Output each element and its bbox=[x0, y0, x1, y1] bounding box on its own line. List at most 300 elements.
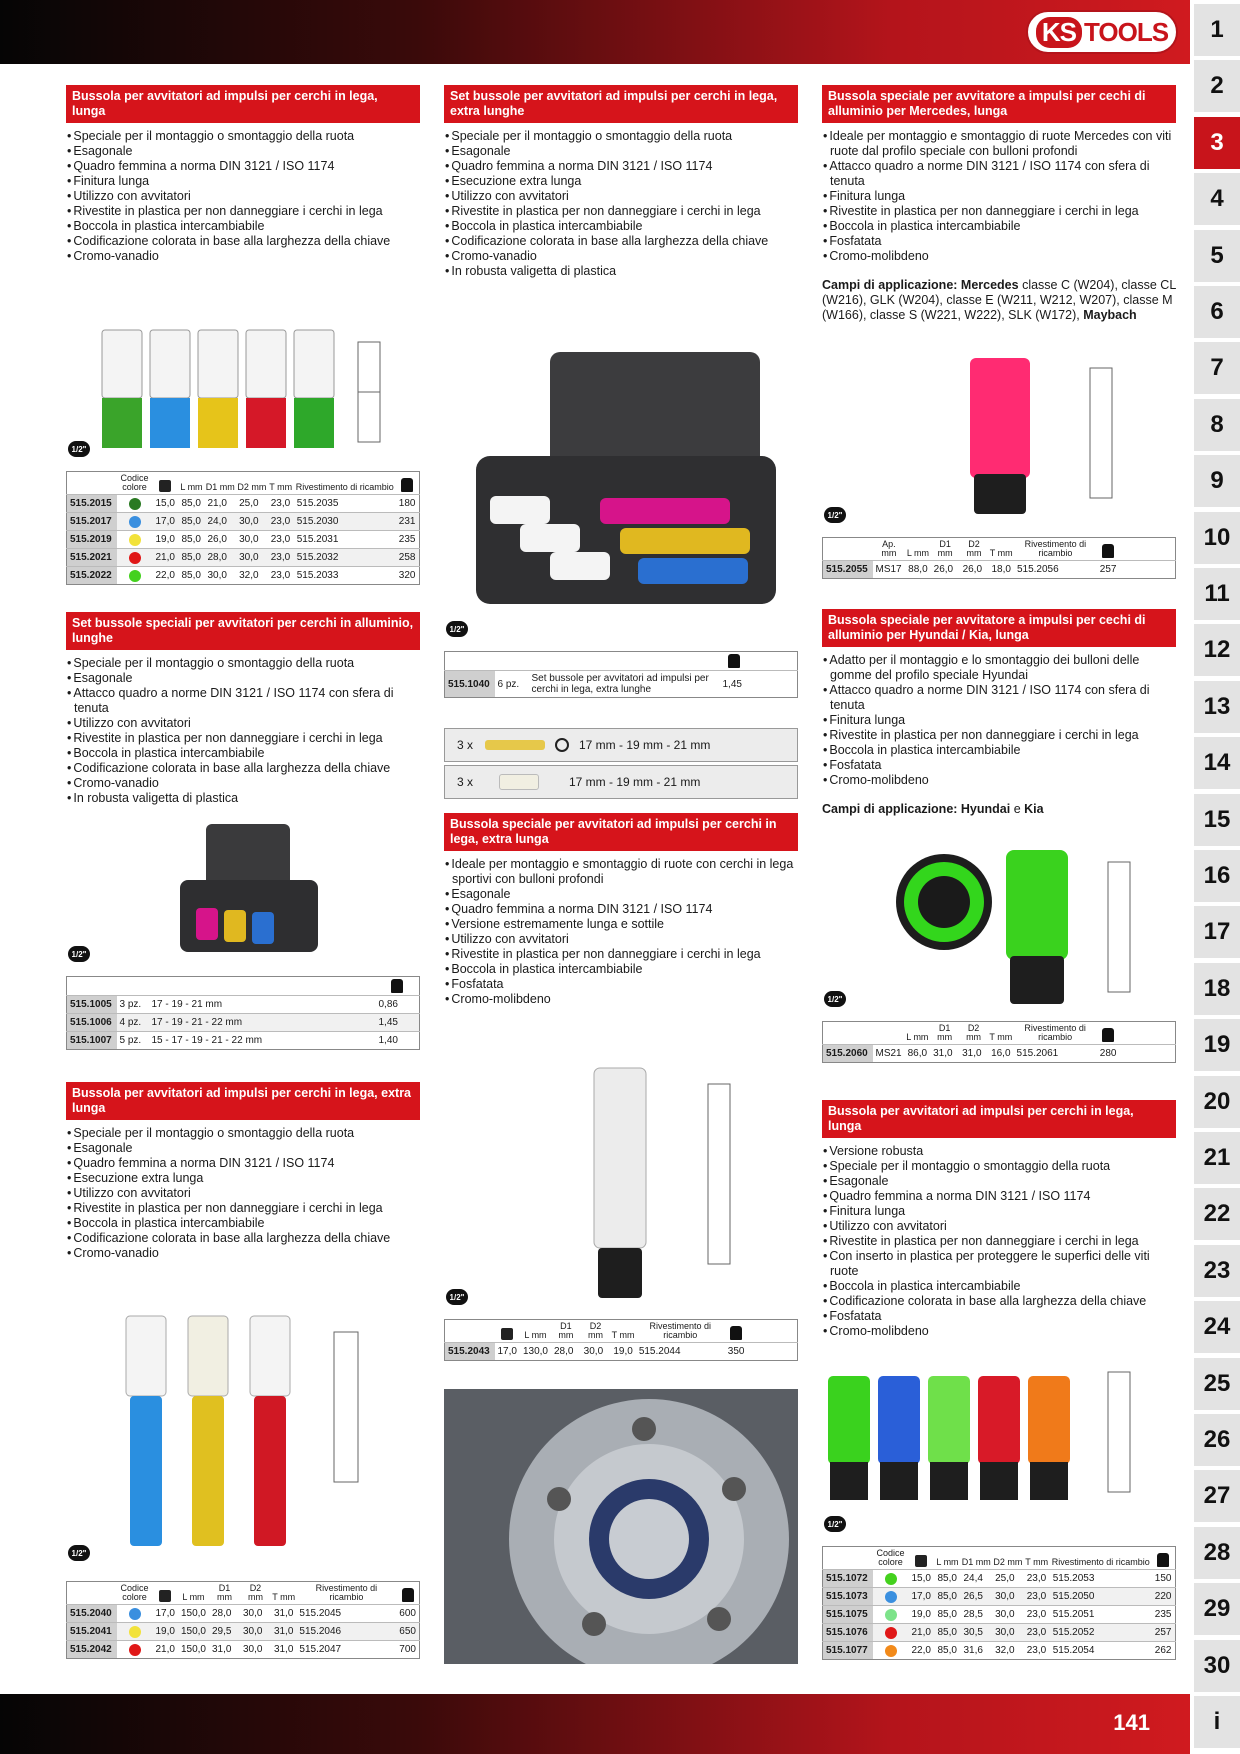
feature-item: • In robusta valigetta di plastica bbox=[66, 791, 420, 806]
col-spare: Rivestimento di ricambio bbox=[1014, 1022, 1097, 1045]
color-code-dot bbox=[129, 570, 141, 582]
cell-l: 85,0 bbox=[934, 1624, 960, 1642]
feature-item: • Fosfatata bbox=[444, 977, 798, 992]
cell-color bbox=[117, 513, 153, 531]
feature-item: • Boccola in plastica intercambiabile bbox=[66, 1216, 420, 1231]
feature-item: • Rivestite in plastica per non danneggiare i cerchi in lega bbox=[66, 204, 420, 219]
feature-item: • Utilizzo con avvitatori bbox=[444, 189, 798, 204]
col-d1: D1 mm bbox=[551, 1320, 581, 1343]
feature-item: • Esagonale bbox=[66, 144, 420, 159]
cell-t: 23,0 bbox=[268, 531, 294, 549]
chapter-tab-30[interactable]: 30 bbox=[1194, 1640, 1240, 1692]
section-s7 bbox=[66, 1082, 420, 1261]
cell-t: 23,0 bbox=[1024, 1606, 1050, 1624]
cell-d2: 25,0 bbox=[236, 495, 268, 513]
cell-w: 0,86 bbox=[376, 996, 420, 1014]
cell-w: 180 bbox=[396, 495, 420, 513]
table-row bbox=[823, 1045, 1176, 1063]
spec-table-s7 bbox=[66, 1581, 420, 1659]
feature-item: • Rivestite in plastica per non danneggiare i cerchi in lega bbox=[444, 204, 798, 219]
color-code-dot bbox=[885, 1573, 897, 1585]
cell-l: 85,0 bbox=[178, 567, 204, 585]
chapter-tab-23[interactable]: 23 bbox=[1194, 1245, 1240, 1297]
feature-item: • Boccola in plastica intercambiabile bbox=[822, 1279, 1176, 1294]
product-code: 515.1072 bbox=[823, 1570, 873, 1588]
chapter-tab-13[interactable]: 13 bbox=[1194, 681, 1240, 733]
cell-t: 23,0 bbox=[1024, 1624, 1050, 1642]
contents-row-2 bbox=[444, 765, 798, 799]
cell-t: 23,0 bbox=[268, 567, 294, 585]
chapter-tab-27[interactable]: 27 bbox=[1194, 1470, 1240, 1522]
feature-item: • Adatto per il montaggio e lo smontaggio dei bulloni delle gomme del profilo speciale Hyundai bbox=[822, 653, 1176, 683]
col-d1: D1 mm bbox=[204, 472, 236, 495]
weight-icon bbox=[401, 478, 413, 492]
col-d2: D2 mm bbox=[992, 1547, 1024, 1570]
cell-l: 150,0 bbox=[178, 1641, 209, 1659]
cell-color bbox=[117, 549, 153, 567]
chapter-tab-15[interactable]: 15 bbox=[1194, 794, 1240, 846]
col-hex bbox=[909, 1547, 935, 1570]
section-title: Bussola speciale per avvitatore a impulsi per cechi di alluminio per Mercedes, lunga bbox=[822, 85, 1176, 123]
feature-item: • Fosfatata bbox=[822, 1309, 1176, 1324]
chapter-tab-6[interactable]: 6 bbox=[1194, 286, 1240, 338]
content-sizes: 17 mm - 19 mm - 21 mm bbox=[569, 775, 701, 789]
feature-item: • Speciale per il montaggio o smontaggio della ruota bbox=[66, 129, 420, 144]
weight: 350 bbox=[725, 1343, 748, 1361]
d1: 31,0 bbox=[930, 1045, 959, 1063]
product-code: 515.2019 bbox=[67, 531, 117, 549]
feature-item: • Boccola in plastica intercambiabile bbox=[822, 743, 1176, 758]
product-code: 515.2021 bbox=[67, 549, 117, 567]
cell-spare: 515.2033 bbox=[294, 567, 396, 585]
cell-l: 150,0 bbox=[178, 1623, 209, 1641]
col-ap: Ap. mm bbox=[873, 538, 906, 561]
product-code: 515.1006 bbox=[67, 1014, 117, 1032]
feature-item: • Boccola in plastica intercambiabile bbox=[444, 962, 798, 977]
col-l: L mm bbox=[520, 1320, 551, 1343]
section-s5 bbox=[444, 813, 798, 1007]
cell-color bbox=[873, 1642, 909, 1660]
feature-item: • Esagonale bbox=[444, 144, 798, 159]
drive-size-badge: 1/2" bbox=[68, 946, 90, 962]
feature-item: • Attacco quadro a norme DIN 3121 / ISO 1174 con sfera di tenuta bbox=[66, 686, 420, 716]
cell-spare: 515.2045 bbox=[296, 1605, 396, 1623]
chapter-tab-14[interactable]: 14 bbox=[1194, 737, 1240, 789]
col-spare: Rivestimento di ricambio bbox=[636, 1320, 725, 1343]
cell-d1: 31,0 bbox=[209, 1641, 240, 1659]
cell-d2: 30,0 bbox=[236, 513, 268, 531]
spec-table-s2 bbox=[444, 651, 798, 698]
socket-case-image bbox=[176, 818, 326, 958]
cell-sw: 15,0 bbox=[153, 495, 179, 513]
cell-color bbox=[117, 1623, 153, 1641]
cell-d1: 26,0 bbox=[204, 531, 236, 549]
chapter-tab-21[interactable]: 21 bbox=[1194, 1132, 1240, 1184]
cell-l: 85,0 bbox=[178, 513, 204, 531]
feature-list bbox=[444, 857, 798, 1007]
color-code-dot bbox=[129, 1608, 141, 1620]
section-title: Set bussole speciali per avvitatori per cerchi in alluminio, lunghe bbox=[66, 612, 420, 650]
cell-sw: 17,0 bbox=[153, 1605, 178, 1623]
col-hex bbox=[495, 1320, 520, 1343]
product-code: 515.1007 bbox=[67, 1032, 117, 1050]
d2: 31,0 bbox=[959, 1045, 988, 1063]
cell-d2: 32,0 bbox=[236, 567, 268, 585]
feature-item: • Con inserto in plastica per proteggere le superfici delle viti ruote bbox=[822, 1249, 1176, 1279]
feature-item: • Boccola in plastica intercambiabile bbox=[66, 746, 420, 761]
cell-spare: 515.2031 bbox=[294, 531, 396, 549]
cell-w: 320 bbox=[396, 567, 420, 585]
color-code-dot bbox=[885, 1609, 897, 1621]
col-code bbox=[67, 977, 117, 996]
cell-sw: 21,0 bbox=[909, 1624, 935, 1642]
product-code: 515.1040 bbox=[445, 671, 495, 698]
chapter-tab-22[interactable]: 22 bbox=[1194, 1188, 1240, 1240]
cell-w: 235 bbox=[396, 531, 420, 549]
section-s2 bbox=[444, 85, 798, 279]
product-code: 515.1075 bbox=[823, 1606, 873, 1624]
color-code-dot bbox=[129, 516, 141, 528]
col-d1: D1 mm bbox=[209, 1582, 240, 1605]
footer-bar bbox=[0, 1694, 1190, 1754]
hex-size-icon bbox=[915, 1555, 927, 1567]
feature-item: • Cromo-molibdeno bbox=[822, 1324, 1176, 1339]
table-row bbox=[67, 1605, 420, 1623]
chapter-tab-9[interactable]: 9 bbox=[1194, 455, 1240, 507]
color-code-dot bbox=[129, 552, 141, 564]
product-code: 515.2015 bbox=[67, 495, 117, 513]
cell-d2: 30,0 bbox=[240, 1641, 271, 1659]
chapter-tab-26[interactable]: 26 bbox=[1194, 1414, 1240, 1466]
feature-item: • Utilizzo con avvitatori bbox=[66, 189, 420, 204]
col-code bbox=[67, 1582, 117, 1605]
chapter-tab-7[interactable]: 7 bbox=[1194, 342, 1240, 394]
col-d1: D1 mm bbox=[960, 1547, 992, 1570]
drive-size-badge: 1/2" bbox=[68, 1545, 90, 1561]
section-title: Bussola speciale per avvitatori ad impulsi per cerchi in lega, extra lunga bbox=[444, 813, 798, 851]
chapter-tab-17[interactable]: 17 bbox=[1194, 906, 1240, 958]
product-code: 515.1073 bbox=[823, 1588, 873, 1606]
cell-w: 1,40 bbox=[376, 1032, 420, 1050]
cell-pcs: 4 pz. bbox=[117, 1014, 149, 1032]
section-title: Bussola per avvitatori ad impulsi per cerchi in lega, lunga bbox=[822, 1100, 1176, 1138]
feature-item: • Quadro femmina a norma DIN 3121 / ISO 1174 bbox=[822, 1189, 1176, 1204]
col-t: T mm bbox=[271, 1582, 296, 1605]
feature-list bbox=[444, 129, 798, 279]
cell-d1: 29,5 bbox=[209, 1623, 240, 1641]
cell-color bbox=[873, 1606, 909, 1624]
section-s8 bbox=[822, 1100, 1176, 1339]
feature-item: • Quadro femmina a norma DIN 3121 / ISO 1174 bbox=[66, 159, 420, 174]
ks-tools-logo: KS TOOLS bbox=[1026, 10, 1178, 54]
cell-t: 31,0 bbox=[271, 1605, 296, 1623]
section-s3 bbox=[822, 85, 1176, 323]
chapter-tab-2[interactable]: 2 bbox=[1194, 60, 1240, 112]
cell-d1: 30,5 bbox=[960, 1624, 992, 1642]
cell-w: 220 bbox=[1152, 1588, 1176, 1606]
mercedes-socket-image bbox=[930, 354, 1150, 520]
feature-list bbox=[822, 1144, 1176, 1339]
col-color: Codice colore bbox=[117, 472, 153, 495]
section-s4 bbox=[66, 612, 420, 806]
cell-t: 31,0 bbox=[271, 1641, 296, 1659]
cell-t: 23,0 bbox=[268, 549, 294, 567]
product-code: 515.2060 bbox=[823, 1045, 873, 1063]
chapter-tab-25[interactable]: 25 bbox=[1194, 1358, 1240, 1410]
weight: 257 bbox=[1097, 561, 1120, 579]
feature-item: • Fosfatata bbox=[822, 234, 1176, 249]
feature-item: • Utilizzo con avvitatori bbox=[444, 932, 798, 947]
section-title: Bussola speciale per avvitatore a impulsi per cechi di alluminio per Hyundai / Kia, lunga bbox=[822, 609, 1176, 647]
cell-d1: 21,0 bbox=[204, 495, 236, 513]
chapter-tab-28[interactable]: 28 bbox=[1194, 1527, 1240, 1579]
col-l: L mm bbox=[934, 1547, 960, 1570]
col-t: T mm bbox=[268, 472, 294, 495]
product-code: 515.2017 bbox=[67, 513, 117, 531]
feature-item: • Cromo-vanadio bbox=[66, 1246, 420, 1261]
extra-long-socket-image bbox=[118, 1312, 388, 1552]
cell-sw: 19,0 bbox=[153, 1623, 178, 1641]
d1: 28,0 bbox=[551, 1343, 581, 1361]
d1: 26,0 bbox=[931, 561, 960, 579]
content-qty: 3 x bbox=[457, 738, 474, 752]
cell-d1: 28,0 bbox=[209, 1605, 240, 1623]
feature-item: • Utilizzo con avvitatori bbox=[822, 1219, 1176, 1234]
col-pcs bbox=[495, 652, 529, 671]
spare-sleeve: 515.2044 bbox=[636, 1343, 725, 1361]
feature-item: • Versione estremamente lunga e sottile bbox=[444, 917, 798, 932]
cell-d2: 30,0 bbox=[236, 531, 268, 549]
cell-sw: 21,0 bbox=[153, 549, 179, 567]
feature-item: • Fosfatata bbox=[822, 758, 1176, 773]
feature-item: • Cromo-vanadio bbox=[444, 249, 798, 264]
spare-sleeve: 515.2061 bbox=[1014, 1045, 1097, 1063]
section-title: Bussola per avvitatori ad impulsi per cerchi in lega, lunga bbox=[66, 85, 420, 123]
table-row bbox=[67, 531, 420, 549]
contents-row-1 bbox=[444, 728, 798, 762]
chapter-tab-3[interactable]: 3 bbox=[1194, 117, 1240, 169]
cell-d2: 30,0 bbox=[240, 1623, 271, 1641]
chapter-tab-10[interactable]: 10 bbox=[1194, 512, 1240, 564]
length: 88,0 bbox=[905, 561, 930, 579]
table-row bbox=[67, 495, 420, 513]
product-code: 515.2041 bbox=[67, 1623, 117, 1641]
d2: 30,0 bbox=[581, 1343, 611, 1361]
drive-size-badge: 1/2" bbox=[446, 1289, 468, 1305]
feature-item: • Finitura lunga bbox=[822, 1204, 1176, 1219]
chapter-tab-29[interactable]: 29 bbox=[1194, 1583, 1240, 1635]
chapter-tab-19[interactable]: 19 bbox=[1194, 1019, 1240, 1071]
feature-item: • Cromo-molibdeno bbox=[822, 773, 1176, 788]
chapter-tab-24[interactable]: 24 bbox=[1194, 1301, 1240, 1353]
section-s6 bbox=[822, 609, 1176, 817]
cell-t: 31,0 bbox=[271, 1623, 296, 1641]
drive-size-badge: 1/2" bbox=[824, 991, 846, 1007]
col-l: L mm bbox=[905, 538, 930, 561]
cell-l: 85,0 bbox=[178, 495, 204, 513]
section-s1 bbox=[66, 85, 420, 264]
feature-item: • Esagonale bbox=[822, 1174, 1176, 1189]
feature-item: • Speciale per il montaggio o smontaggio della ruota bbox=[66, 1126, 420, 1141]
col-t: T mm bbox=[988, 538, 1013, 561]
cell-d2: 30,0 bbox=[992, 1588, 1024, 1606]
feature-item: • Rivestite in plastica per non danneggiare i cerchi in lega bbox=[66, 1201, 420, 1216]
content-qty: 3 x bbox=[457, 775, 474, 789]
cell-d2: 30,0 bbox=[240, 1605, 271, 1623]
description: Set bussole per avvitatori ad impulsi per cerchi in lega, extra lunghe bbox=[529, 671, 720, 698]
cell-sizes: 15 - 17 - 19 - 21 - 22 mm bbox=[149, 1032, 376, 1050]
feature-item: • Finitura lunga bbox=[66, 174, 420, 189]
drive-size-badge: 1/2" bbox=[446, 621, 468, 637]
color-code-dot bbox=[129, 1626, 141, 1638]
feature-item: • Quadro femmina a norma DIN 3121 / ISO 1174 bbox=[66, 1156, 420, 1171]
cell-color bbox=[117, 531, 153, 549]
feature-item: • Esagonale bbox=[66, 671, 420, 686]
cell-spare: 515.2046 bbox=[296, 1623, 396, 1641]
feature-item: • Rivestite in plastica per non danneggiare i cerchi in lega bbox=[822, 728, 1176, 743]
table-row bbox=[67, 513, 420, 531]
cell-d2: 30,0 bbox=[236, 549, 268, 567]
cell-d2: 25,0 bbox=[992, 1570, 1024, 1588]
cell-spare: 515.2035 bbox=[294, 495, 396, 513]
col-t: T mm bbox=[988, 1022, 1013, 1045]
col-t: T mm bbox=[1024, 1547, 1050, 1570]
cell-spare: 515.2052 bbox=[1050, 1624, 1152, 1642]
col-weight bbox=[1152, 1547, 1176, 1570]
feature-item: • Versione robusta bbox=[822, 1144, 1176, 1159]
chapter-tab-18[interactable]: 18 bbox=[1194, 963, 1240, 1015]
cell-sw: 21,0 bbox=[153, 1641, 178, 1659]
t: 16,0 bbox=[988, 1045, 1013, 1063]
col-l: L mm bbox=[905, 1022, 930, 1045]
col-d2: D2 mm bbox=[581, 1320, 611, 1343]
weight-icon bbox=[391, 979, 403, 993]
weight-icon bbox=[728, 654, 740, 668]
color-code-dot bbox=[129, 1644, 141, 1656]
cell-pcs: 5 pz. bbox=[117, 1032, 149, 1050]
table-row bbox=[823, 1624, 1176, 1642]
feature-item: • In robusta valigetta di plastica bbox=[444, 264, 798, 279]
cell-color bbox=[873, 1570, 909, 1588]
weight-icon bbox=[402, 1588, 414, 1602]
table-row bbox=[67, 1014, 420, 1032]
cell-w: 235 bbox=[1152, 1606, 1176, 1624]
drive-size-badge: 1/2" bbox=[824, 507, 846, 523]
color-code-dot bbox=[885, 1645, 897, 1657]
color-code-dot bbox=[885, 1627, 897, 1639]
feature-item: • Finitura lunga bbox=[822, 713, 1176, 728]
color-code-dot bbox=[129, 534, 141, 546]
cell-color bbox=[117, 1641, 153, 1659]
feature-item: • Rivestite in plastica per non danneggiare i cerchi in lega bbox=[66, 731, 420, 746]
col-d2: D2 mm bbox=[959, 1022, 988, 1045]
cell-sw: 17,0 bbox=[153, 513, 179, 531]
cell-sizes: 17 - 19 - 21 - 22 mm bbox=[149, 1014, 376, 1032]
feature-item: • Attacco quadro a norme DIN 3121 / ISO 1174 con sfera di tenuta bbox=[822, 159, 1176, 189]
table-row bbox=[67, 1641, 420, 1659]
cell-d1: 28,0 bbox=[204, 549, 236, 567]
col-spare: Rivestimento di ricambio bbox=[1014, 538, 1097, 561]
cell-w: 650 bbox=[396, 1623, 419, 1641]
cell-sw: 19,0 bbox=[909, 1606, 935, 1624]
table-row bbox=[823, 1588, 1176, 1606]
t: 18,0 bbox=[988, 561, 1013, 579]
chapter-tab-11[interactable]: 11 bbox=[1194, 568, 1240, 620]
cell-t: 23,0 bbox=[1024, 1570, 1050, 1588]
col-weight bbox=[1097, 1022, 1120, 1045]
table-row bbox=[823, 561, 1176, 579]
feature-item: • Finitura lunga bbox=[822, 189, 1176, 204]
content-sizes: 17 mm - 19 mm - 21 mm bbox=[579, 738, 711, 752]
chapter-tab-5[interactable]: 5 bbox=[1194, 230, 1240, 282]
feature-item: • Utilizzo con avvitatori bbox=[66, 1186, 420, 1201]
chapter-tab-20[interactable]: 20 bbox=[1194, 1076, 1240, 1128]
hex-profile-icon bbox=[555, 738, 569, 752]
cell-sw: 22,0 bbox=[909, 1642, 935, 1660]
cell-t: 23,0 bbox=[1024, 1642, 1050, 1660]
feature-item: • Codificazione colorata in base alla larghezza della chiave bbox=[822, 1294, 1176, 1309]
weight-icon bbox=[730, 1326, 742, 1340]
col-hex bbox=[153, 472, 179, 495]
profile: MS17 bbox=[873, 561, 906, 579]
col-code bbox=[823, 1547, 873, 1570]
feature-item: • Rivestite in plastica per non danneggiare i cerchi in lega bbox=[822, 204, 1176, 219]
product-code: 515.2022 bbox=[67, 567, 117, 585]
col-desc bbox=[529, 652, 720, 671]
chapter-tab-1[interactable]: 1 bbox=[1194, 4, 1240, 56]
cell-sw: 17,0 bbox=[909, 1588, 935, 1606]
cell-spare: 515.2054 bbox=[1050, 1642, 1152, 1660]
section-title: Bussola per avvitatori ad impulsi per cerchi in lega, extra lunga bbox=[66, 1082, 420, 1120]
weight-icon bbox=[1157, 1553, 1169, 1567]
cell-spare: 515.2030 bbox=[294, 513, 396, 531]
chapter-tab-i[interactable]: i bbox=[1194, 1696, 1240, 1748]
col-ap bbox=[873, 1022, 905, 1045]
weight: 280 bbox=[1097, 1045, 1120, 1063]
cell-w: 231 bbox=[396, 513, 420, 531]
cell-d1: 28,5 bbox=[960, 1606, 992, 1624]
socket-set-image bbox=[96, 322, 396, 462]
chapter-tab-16[interactable]: 16 bbox=[1194, 850, 1240, 902]
profile: MS21 bbox=[873, 1045, 905, 1063]
socket-set-image bbox=[822, 1362, 1172, 1508]
chapter-tab-12[interactable]: 12 bbox=[1194, 624, 1240, 676]
cell-l: 85,0 bbox=[178, 531, 204, 549]
cell-spare: 515.2051 bbox=[1050, 1606, 1152, 1624]
col-pcs bbox=[117, 977, 149, 996]
cell-l: 85,0 bbox=[934, 1588, 960, 1606]
cell-spare: 515.2053 bbox=[1050, 1570, 1152, 1588]
spec-table-s5 bbox=[444, 1319, 798, 1361]
product-code: 515.2055 bbox=[823, 561, 873, 579]
chapter-tab-4[interactable]: 4 bbox=[1194, 173, 1240, 225]
feature-list bbox=[66, 1126, 420, 1261]
cell-sizes: 17 - 19 - 21 mm bbox=[149, 996, 376, 1014]
d2: 26,0 bbox=[960, 561, 989, 579]
hyundai-socket-image bbox=[894, 846, 1164, 1010]
cell-t: 23,0 bbox=[1024, 1588, 1050, 1606]
cell-pcs: 3 pz. bbox=[117, 996, 149, 1014]
feature-item: • Ideale per montaggio e smontaggio di ruote Mercedes con viti ruote dal profilo speciale con bulloni profondi bbox=[822, 129, 1176, 159]
col-d2: D2 mm bbox=[240, 1582, 271, 1605]
weight-icon bbox=[1102, 1028, 1114, 1042]
chapter-tabs bbox=[1194, 0, 1240, 1754]
feature-item: • Quadro femmina a norma DIN 3121 / ISO 1174 bbox=[444, 159, 798, 174]
cell-sw: 15,0 bbox=[909, 1570, 935, 1588]
chapter-tab-8[interactable]: 8 bbox=[1194, 399, 1240, 451]
socket-icon bbox=[485, 740, 545, 750]
col-color: Codice colore bbox=[117, 1582, 153, 1605]
